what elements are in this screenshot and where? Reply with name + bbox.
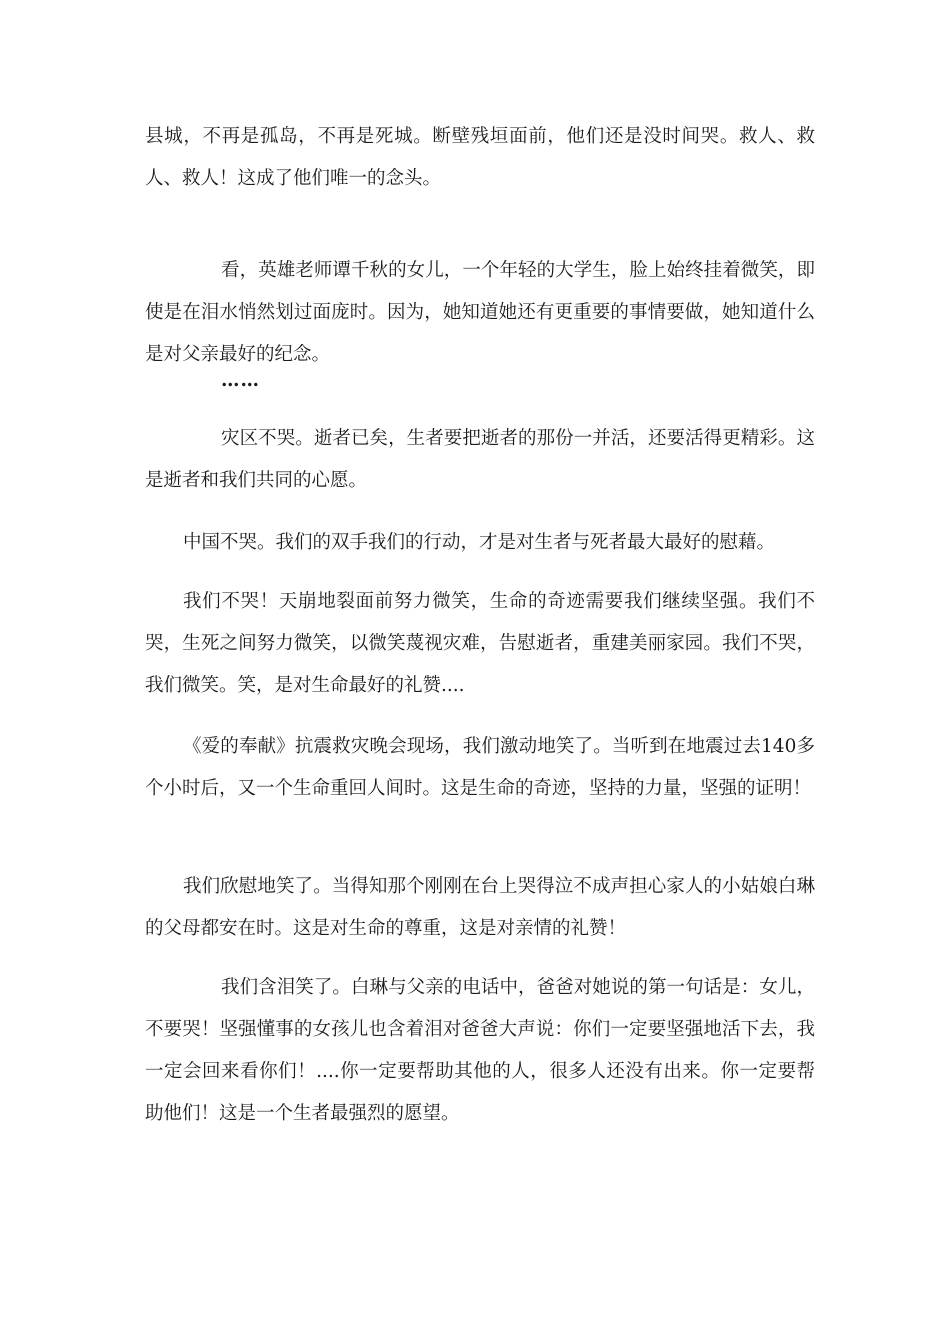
paragraph-rescue: 县城，不再是孤岛，不再是死城。断壁残垣面前，他们还是没时间哭。救人、救人、救人！这成了他们唯一的念头。 bbox=[145, 126, 815, 189]
paragraph-bai-lin-parents: 我们欣慰地笑了。当得知那个刚刚在台上哭得泣不成声担心家人的小姑娘白琳的父母都安在时。这是对生命的尊重，这是对亲情的礼赞！ bbox=[145, 876, 815, 939]
paragraph-ellipsis: …… bbox=[221, 370, 260, 391]
paragraph-disaster-area: 灾区不哭。逝者已矣，生者要把逝者的那份一并活，还要活得更精彩。这是逝者和我们共同的心愿。 bbox=[145, 428, 815, 491]
paragraph-tan-qianqiu-daughter: 看，英雄老师谭千秋的女儿，一个年轻的大学生，脸上始终挂着微笑，即使是在泪水悄然划过面庞时。因为，她知道她还有更重要的事情要做，她知道什么是对父亲最好的纪念。 bbox=[145, 260, 815, 365]
paragraph-phone-call: 我们含泪笑了。白琳与父亲的电话中，爸爸对她说的第一句话是：女儿，不要哭！坚强懂事的女孩儿也含着泪对爸爸大声说：你们一定要坚强地活下去，我一定会回来看你们！....你一定要帮助其他的人，很多人还没有出来。你一定要帮助他们！这是一个生者最强烈的愿望。 bbox=[145, 977, 815, 1124]
paragraph-china-no-cry: 中国不哭。我们的双手我们的行动，才是对生者与死者最大最好的慰藉。 bbox=[183, 532, 776, 553]
paragraph-love-dedication: 《爱的奉献》抗震救灾晚会现场，我们激动地笑了。当听到在地震过去140多个小时后，又一个生命重回人间时。这是生命的奇迹，坚持的力量，坚强的证明！ bbox=[145, 736, 815, 799]
paragraph-we-smile: 我们不哭！天崩地裂面前努力微笑，生命的奇迹需要我们继续坚强。我们不哭，生死之间努力微笑，以微笑蔑视灾难，告慰逝者，重建美丽家园。我们不哭，我们微笑。笑，是对生命最好的礼赞.... bbox=[145, 591, 815, 696]
